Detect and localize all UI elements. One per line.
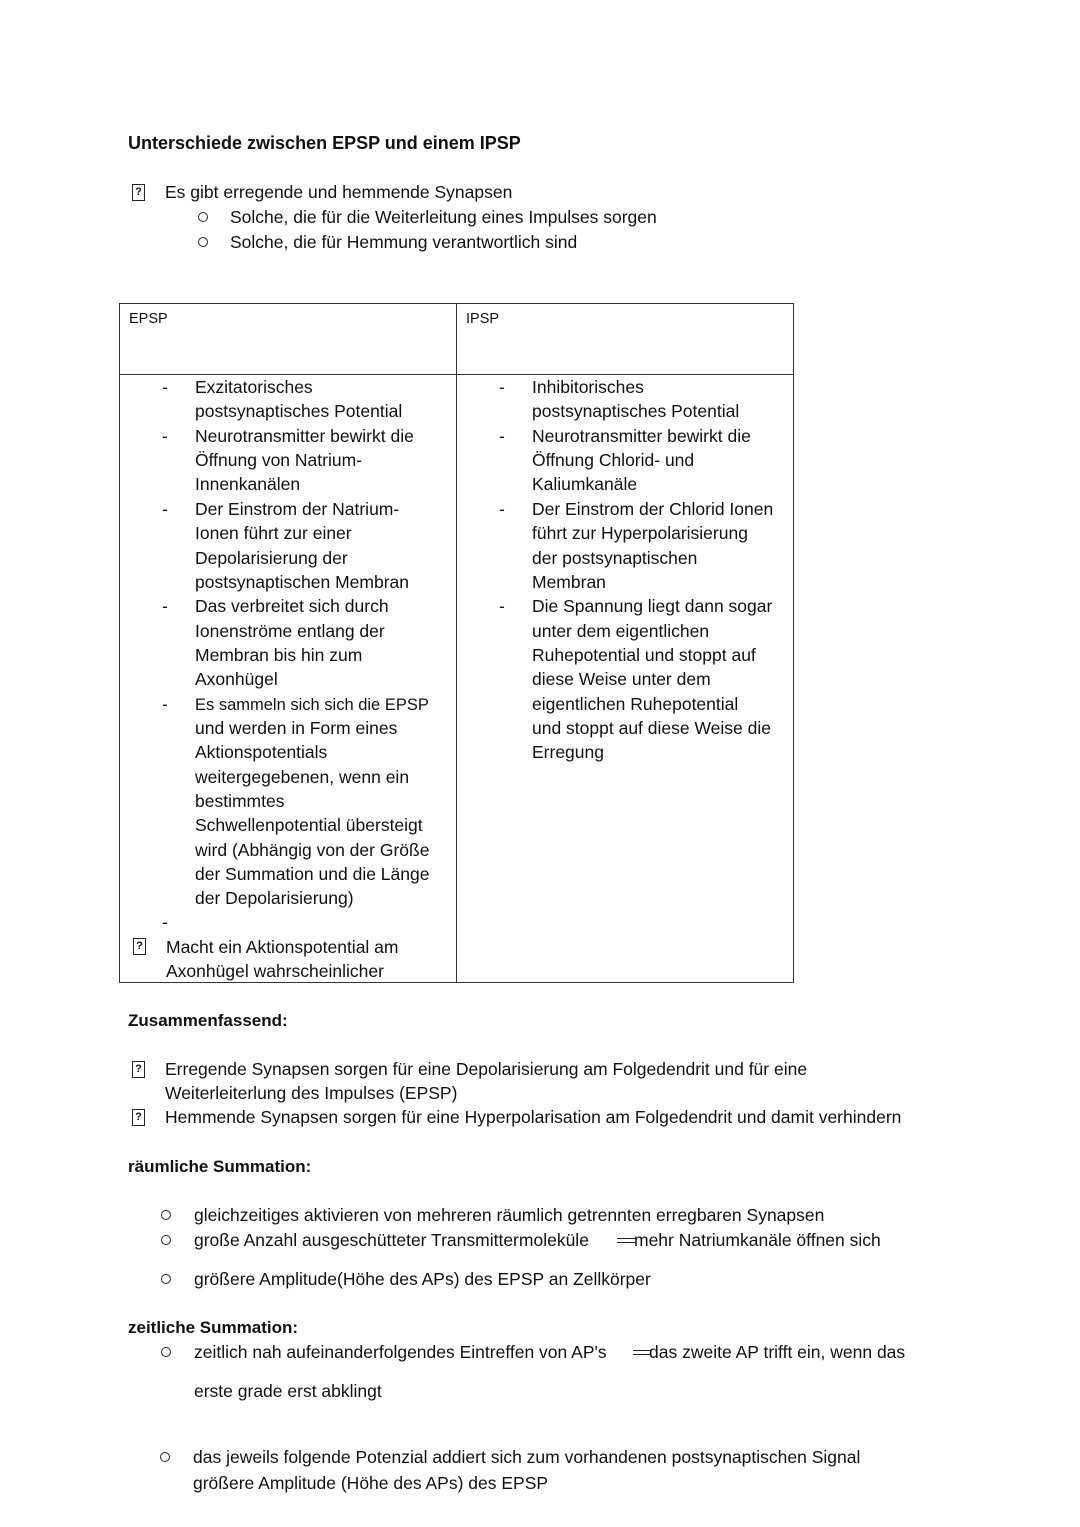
ipsp-text-line: Erregung xyxy=(532,742,604,762)
epsp-text-line: Das verbreitet sich durch xyxy=(195,596,389,616)
spatial-item: gleichzeitiges aktivieren von mehreren räumlich getrennten erregbaren Synapsen xyxy=(194,1205,825,1225)
ipsp-text-line: der postsynaptischen xyxy=(532,548,698,568)
dash-bullet: - xyxy=(499,596,505,616)
circle-bullet-icon xyxy=(161,1210,171,1220)
summary-text-line: Erregende Synapsen sorgen für eine Depolarisierung am Folgedendrit und für eine xyxy=(165,1059,808,1079)
dash-bullet: - xyxy=(162,499,168,519)
epsp-text-line: Ionenströme entlang der xyxy=(195,621,385,641)
ipsp-text-line: postsynaptisches Potential xyxy=(532,401,740,421)
spatial-item: mehr Natriumkanäle öffnen sich xyxy=(634,1230,881,1250)
circle-bullet-icon xyxy=(161,1274,171,1284)
epsp-text-line: Membran bis hin zum xyxy=(195,645,363,665)
circle-bullet-icon xyxy=(198,212,208,222)
temporal-item: das zweite AP trifft ein, wenn das xyxy=(649,1342,906,1362)
temporal-item: das jeweils folgende Potenzial addiert sich zum vorhandenen postsynaptischen Signal xyxy=(193,1447,861,1467)
spatial-summation-title: räumliche Summation: xyxy=(128,1157,312,1176)
circle-bullet-icon xyxy=(161,1347,171,1357)
ipsp-text-line: Membran xyxy=(532,572,606,592)
spatial-item: größere Amplitude(Höhe des APs) des EPSP an Zellkörper xyxy=(194,1269,651,1289)
question-box-icon: ? xyxy=(132,1109,145,1126)
ipsp-text-line: Ruhepotential und stoppt auf xyxy=(532,645,756,665)
table-header-epsp: EPSP xyxy=(129,311,168,327)
ipsp-text-line: und stoppt auf diese Weise die xyxy=(532,718,772,738)
epsp-note-line: Macht ein Aktionspotential am xyxy=(166,937,399,957)
question-box-icon: ? xyxy=(132,1061,145,1078)
ipsp-text-line: Kaliumkanäle xyxy=(532,474,638,494)
dash-bullet: - xyxy=(162,596,168,616)
epsp-text-line: weitergegebenen, wenn ein xyxy=(195,767,410,787)
dash-bullet: - xyxy=(499,426,505,446)
temporal-item: erste grade erst abklingt xyxy=(194,1381,382,1401)
intro-sub-text: Solche, die für die Weiterleitung eines Impulses sorgen xyxy=(230,207,657,227)
epsp-text-line: Der Einstrom der Natrium- xyxy=(195,499,400,519)
epsp-text-line: Innenkanälen xyxy=(195,474,301,494)
intro-main-text: Es gibt erregende und hemmende Synapsen xyxy=(165,182,513,202)
implies-arrow-icon xyxy=(617,1238,635,1243)
ipsp-text-line: Inhibitorisches xyxy=(532,377,644,397)
epsp-text-line: und werden in Form eines xyxy=(195,718,398,738)
temporal-summation-title: zeitliche Summation: xyxy=(128,1318,299,1337)
ipsp-text-line: Der Einstrom der Chlorid Ionen xyxy=(532,499,774,519)
temporal-item: zeitlich nah aufeinanderfolgendes Eintreffen von AP's xyxy=(194,1342,607,1362)
epsp-text-line: Ionen führt zur einer xyxy=(195,523,352,543)
epsp-text-line: postsynaptisches Potential xyxy=(195,401,403,421)
epsp-text-line: Schwellenpotential übersteigt xyxy=(195,815,423,835)
ipsp-text-line: diese Weise unter dem xyxy=(532,669,711,689)
ipsp-text-line: Öffnung Chlorid- und xyxy=(532,450,695,470)
temporal-item: größere Amplitude (Höhe des APs) des EPSP xyxy=(193,1473,549,1493)
question-box-icon: ? xyxy=(133,938,146,955)
epsp-text-line: Neurotransmitter bewirkt die xyxy=(195,426,414,446)
circle-bullet-icon xyxy=(198,237,208,247)
epsp-text-line: postsynaptischen Membran xyxy=(195,572,409,592)
ipsp-text-line: unter dem eigentlichen xyxy=(532,621,710,641)
table-column-divider xyxy=(456,303,457,983)
ipsp-text-line: Die Spannung liegt dann sogar xyxy=(532,596,773,616)
epsp-text-line: Depolarisierung der xyxy=(195,548,348,568)
epsp-text-line: Exzitatorisches xyxy=(195,377,313,397)
spatial-item: große Anzahl ausgeschütteter Transmittermoleküle xyxy=(194,1230,589,1250)
dash-bullet: - xyxy=(499,499,505,519)
summary-text-line: Weiterleiterlung des Impulses (EPSP) xyxy=(165,1083,458,1103)
epsp-text-line: Aktionspotentials xyxy=(195,742,328,762)
intro-sub-text: Solche, die für Hemmung verantwortlich sind xyxy=(230,232,578,252)
summary-text-line: Hemmende Synapsen sorgen für eine Hyperpolarisation am Folgedendrit und damit verhindern xyxy=(165,1107,902,1127)
ipsp-text-line: eigentlichen Ruhepotential xyxy=(532,694,739,714)
epsp-text-line: Axonhügel xyxy=(195,669,278,689)
epsp-text-line: wird (Abhängig von der Größe xyxy=(195,840,430,860)
summary-title: Zusammenfassend: xyxy=(128,1011,288,1030)
epsp-note-line: Axonhügel wahrscheinlicher xyxy=(166,961,384,981)
epsp-text-line: bestimmtes xyxy=(195,791,285,811)
dash-bullet: - xyxy=(162,694,168,714)
ipsp-text-line: Neurotransmitter bewirkt die xyxy=(532,426,751,446)
dash-bullet: - xyxy=(499,377,505,397)
dash-bullet: - xyxy=(162,377,168,397)
dash-bullet: - xyxy=(162,912,168,932)
epsp-text-line: Es sammeln sich sich die EPSP xyxy=(195,696,429,714)
epsp-text-line: Öffnung von Natrium- xyxy=(195,450,362,470)
dash-bullet: - xyxy=(162,426,168,446)
epsp-text-line: der Depolarisierung) xyxy=(195,888,354,908)
ipsp-text-line: führt zur Hyperpolarisierung xyxy=(532,523,748,543)
circle-bullet-icon xyxy=(161,1235,171,1245)
question-box-icon: ? xyxy=(132,184,145,201)
table-header-ipsp: IPSP xyxy=(466,311,500,327)
epsp-text-line: der Summation und die Länge xyxy=(195,864,430,884)
circle-bullet-icon xyxy=(160,1452,170,1462)
page-title: Unterschiede zwischen EPSP und einem IPSP xyxy=(128,133,521,153)
